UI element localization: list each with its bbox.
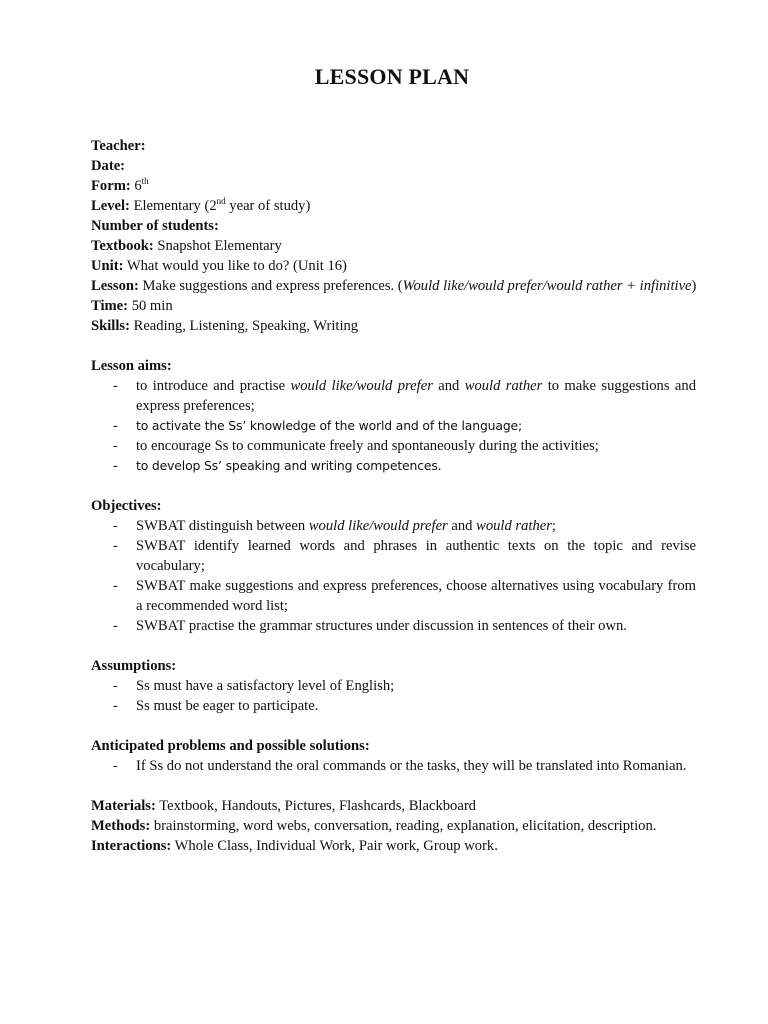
aims-list	[91, 376, 696, 476]
interactions-label: Interactions:	[91, 838, 172, 854]
list-item	[91, 676, 696, 696]
form-superscript: th	[141, 176, 149, 186]
aim-italic: would like/would prefer	[290, 378, 433, 394]
aims-heading: Lesson aims:	[91, 358, 172, 374]
lesson-close-paren: )	[691, 278, 697, 294]
assumptions-list	[91, 676, 696, 716]
objective-text: SWBAT distinguish between	[136, 518, 309, 534]
dash-bullet: -	[113, 458, 118, 474]
aims-section	[91, 356, 696, 376]
lesson-value: Make suggestions and express preferences. (	[142, 278, 403, 294]
methods-label: Methods:	[91, 818, 151, 834]
dash-bullet: -	[113, 618, 118, 634]
materials-field	[91, 796, 696, 816]
dash-bullet: -	[113, 678, 118, 694]
list-item	[91, 616, 696, 636]
lesson-field	[91, 276, 696, 296]
form-value: 6	[134, 178, 142, 194]
skills-label: Skills:	[91, 318, 130, 334]
objectives-list	[91, 516, 696, 636]
objective-text: SWBAT make suggestions and express preferences, choose alternatives using vocabulary from a recommended word list;	[136, 578, 696, 614]
form-field	[91, 176, 696, 196]
textbook-field	[91, 236, 696, 256]
assumption-text: Ss must have a satisfactory level of English;	[136, 678, 395, 694]
level-value-start: Elementary (2	[133, 198, 217, 214]
time-label: Time:	[91, 298, 129, 314]
skills-value: Reading, Listening, Speaking, Writing	[133, 318, 359, 334]
lesson-plan-body	[91, 136, 696, 856]
objective-italic: would like/would prefer	[308, 518, 448, 534]
aim-text: to activate the Ss’ knowledge of the world and of the language;	[136, 418, 523, 433]
level-field	[91, 196, 696, 216]
list-item	[91, 536, 696, 576]
level-label: Level:	[91, 198, 130, 214]
aim-text: to develop Ss’ speaking and writing competences.	[136, 458, 442, 473]
date-field	[91, 156, 696, 176]
problems-section	[91, 736, 696, 756]
objective-text: SWBAT identify learned words and phrases in authentic texts on the topic and revise vocabulary;	[136, 538, 696, 574]
textbook-label: Textbook:	[91, 238, 154, 254]
dash-bullet: -	[113, 698, 118, 714]
list-item	[91, 456, 696, 476]
skills-field	[91, 316, 696, 336]
unit-value: What would you like to do? (Unit 16)	[126, 258, 347, 274]
dash-bullet: -	[113, 418, 118, 434]
aim-text: to encourage Ss to communicate freely and spontaneously during the activities;	[136, 438, 599, 454]
assumptions-heading: Assumptions:	[91, 658, 177, 674]
aim-text: to introduce and practise	[136, 378, 291, 394]
materials-value: Textbook, Handouts, Pictures, Flashcards, Blackboard	[159, 798, 476, 814]
date-label: Date:	[91, 158, 126, 174]
time-value: 50 min	[131, 298, 173, 314]
page-title: LESSON PLAN	[314, 64, 470, 89]
aim-italic: would rather	[464, 378, 543, 394]
problem-text: If Ss do not understand the oral commands or the tasks, they will be translated into Romanian.	[136, 758, 687, 774]
dash-bullet: -	[113, 438, 118, 454]
level-superscript: nd	[216, 196, 226, 206]
methods-field	[91, 816, 696, 836]
objective-italic: would rather	[476, 518, 552, 534]
objectives-heading: Objectives:	[91, 498, 162, 514]
dash-bullet: -	[113, 578, 118, 594]
teacher-label: Teacher:	[91, 138, 146, 154]
assumptions-section	[91, 656, 696, 676]
list-item	[91, 756, 696, 776]
aim-text: and	[432, 378, 465, 394]
lesson-label: Lesson:	[91, 278, 139, 294]
problems-list	[91, 756, 696, 776]
textbook-value: Snapshot Elementary	[157, 238, 282, 254]
dash-bullet: -	[113, 518, 118, 534]
dash-bullet: -	[113, 758, 118, 774]
form-label: Form:	[91, 178, 131, 194]
objective-text: ;	[551, 518, 556, 534]
level-value-end: year of study)	[225, 198, 311, 214]
list-item	[91, 516, 696, 536]
dash-bullet: -	[113, 378, 118, 394]
list-item	[91, 696, 696, 716]
list-item	[91, 376, 696, 416]
materials-label: Materials:	[91, 798, 156, 814]
unit-field	[91, 256, 696, 276]
objective-text: and	[447, 518, 477, 534]
list-item	[91, 416, 696, 436]
assumption-text: Ss must be eager to participate.	[136, 698, 319, 714]
problems-heading: Anticipated problems and possible solutions:	[91, 738, 370, 754]
students-field	[91, 216, 696, 236]
teacher-field	[91, 136, 696, 156]
time-field	[91, 296, 696, 316]
interactions-value: Whole Class, Individual Work, Pair work, Group work.	[174, 838, 498, 854]
dash-bullet: -	[113, 538, 118, 554]
lesson-grammar: Would like/would prefer/would rather + infinitive	[402, 278, 692, 294]
methods-value: brainstorming, word webs, conversation, reading, explanation, elicitation, description.	[153, 818, 657, 834]
aim-text: to make suggestions and express preferences;	[136, 378, 696, 414]
objective-text: SWBAT practise the grammar structures under discussion in sentences of their own.	[136, 618, 627, 634]
students-label: Number of students:	[91, 218, 219, 234]
list-item	[91, 436, 696, 456]
unit-label: Unit:	[91, 258, 124, 274]
interactions-field	[91, 836, 696, 856]
list-item	[91, 576, 696, 616]
objectives-section	[91, 496, 696, 516]
